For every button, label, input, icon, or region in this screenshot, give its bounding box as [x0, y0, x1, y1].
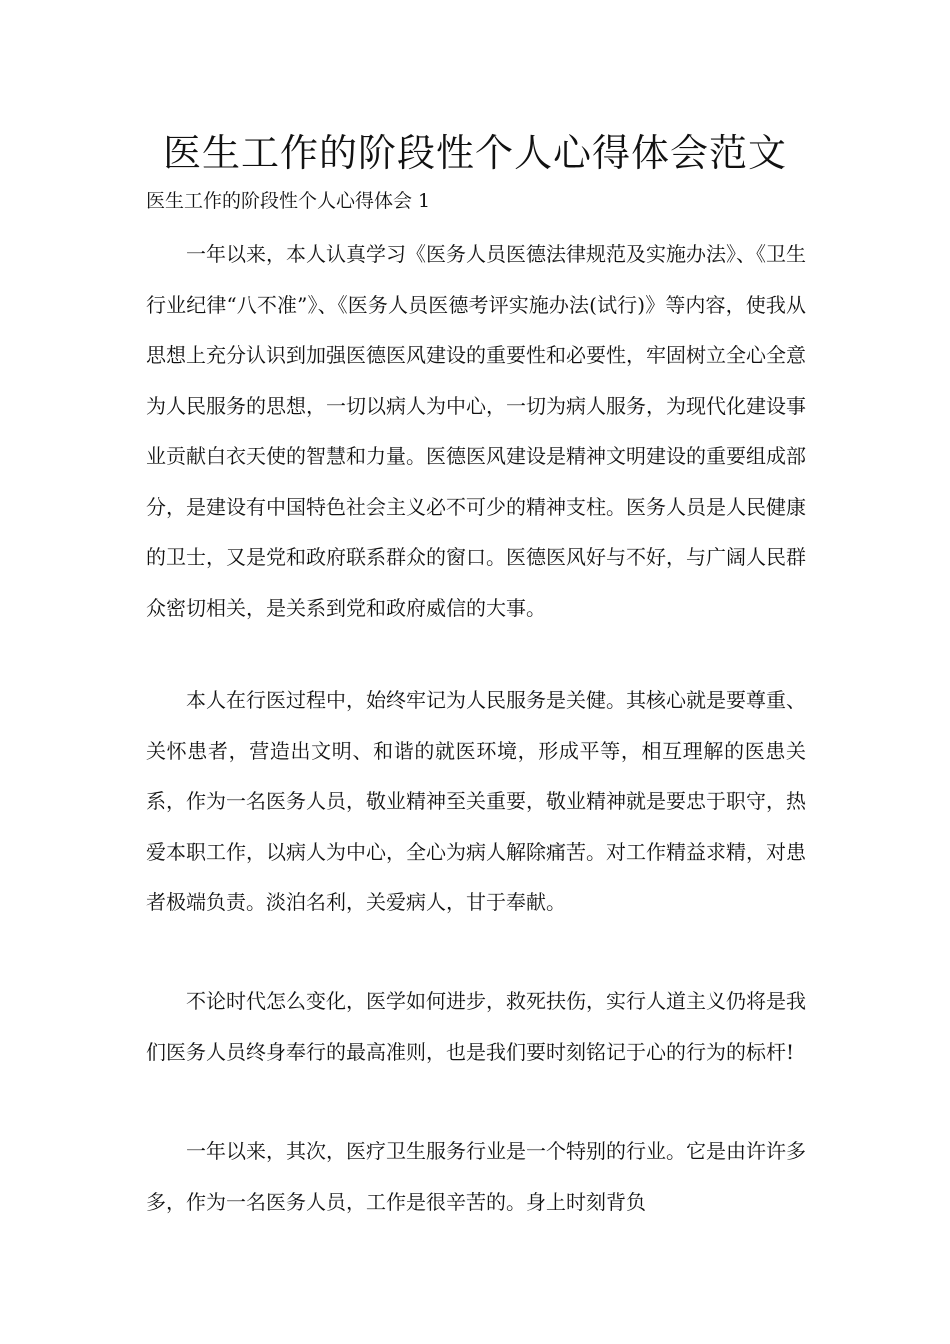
body-paragraph-4: 一年以来，其次，医疗卫生服务行业是一个特别的行业。它是由许许多多，作为一名医务人员，工作是很辛苦的。身上时刻背负 — [146, 1139, 806, 1214]
document-subtitle: 医生工作的阶段性个人心得体会 1 — [146, 190, 431, 212]
body-paragraph-1: 一年以来，本人认真学习《医务人员医德法律规范及实施办法》、《卫生行业纪律“八不准”》、《医务人员医德考评实施办法(试行)》等内容，使我从思想上充分认识到加强医德医风建设的重要性和必要性，牢固树立全心全意为人民服务的思想，一切以病人为中心，一切为病人服务，为现代化建设事业贡献白衣天使的智慧和力量。医德医风建设是精神文明建设的重要组成部分，是建设有中国特色社会主义必不可少的精神支柱。医务人员是人民健康的卫士，又是党和政府联系群众的窗口。医德医风好与不好，与广阔人民群众密切相关，是关系到党和政府威信的大事。 — [146, 242, 806, 620]
document-title: 医生工作的阶段性个人心得体会范文 — [162, 131, 787, 175]
body-paragraph-2: 本人在行医过程中，始终牢记为人民服务是关健。其核心就是要尊重、关怀患者，营造出文明、和谐的就医环境，形成平等，相互理解的医患关系，作为一名医务人员，敬业精神至关重要，敬业精神就是要忠于职守，热爱本职工作，以病人为中心，全心为病人解除痛苦。对工作精益求精，对患者极端负责。淡泊名利，关爱病人，甘于奉献。 — [146, 688, 806, 914]
body-paragraph-3: 不论时代怎么变化，医学如何进步，救死扶伤，实行人道主义仍将是我们医务人员终身奉行的最高准则，也是我们要时刻铭记于心的行为的标杆! — [146, 989, 806, 1064]
